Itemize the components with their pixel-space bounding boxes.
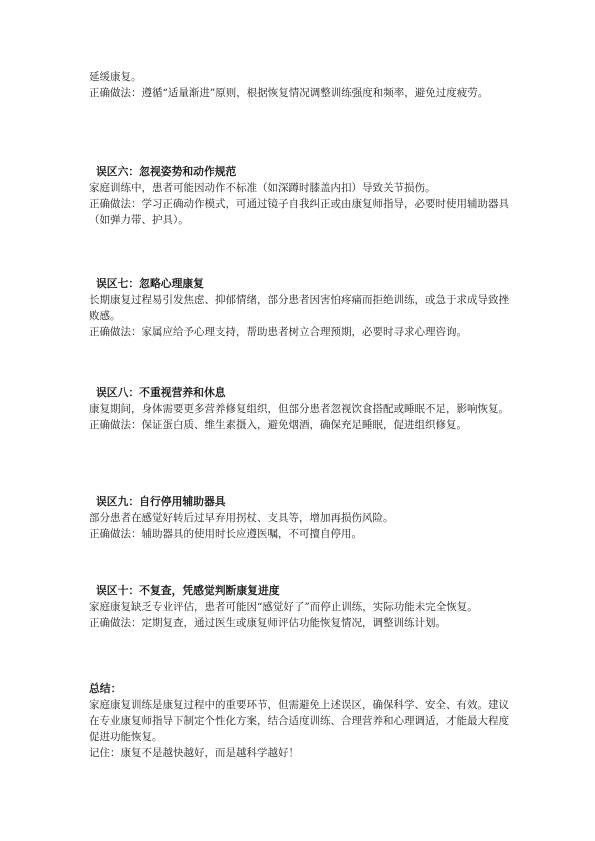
section-paragraph: 家庭训练中，患者可能因动作不标准（如深蹲时膝盖内扣）导致关节损伤。 <box>89 182 436 194</box>
section-heading: 误区七：忽略心理康复 <box>96 277 204 290</box>
summary-heading: 总结： <box>89 682 122 695</box>
section-paragraph: 正确做法：家属应给予心理支持，帮助患者树立合理预期，必要时寻求心理咨询。 <box>89 326 467 338</box>
intro-line: 正确做法：遵循“适量渐进”原则，根据恢复情况调整训练强度和频率，避免过度疲劳。 <box>89 87 489 99</box>
section-heading: 误区十：不复查，凭感觉判断康复进度 <box>96 584 280 597</box>
section-7 <box>89 276 509 340</box>
section-heading: 误区六：忽视姿势和动作规范 <box>96 165 237 178</box>
section-paragraph: 正确做法：学习正确动作模式，可通过镜子自我纠正或由康复师指导，必要时使用辅助器具（如弹力带、护具）。 <box>89 198 509 226</box>
section-8 <box>89 385 509 433</box>
summary-paragraph: 家庭康复训练是康复过程中的重要环节，但需避免上述误区，确保科学、安全、有效。建议在专业康复师指导下制定个性化方案，结合适度训练、合理营养和心理调适，才能最大程度促进功能恢复。 <box>89 699 509 743</box>
section-10 <box>89 583 509 631</box>
section-9 <box>89 494 509 542</box>
section-heading: 误区九：自行停用辅助器具 <box>96 495 226 508</box>
section-paragraph: 康复期间，身体需要更多营养修复组织，但部分患者忽视饮食搭配或睡眠不足，影响恢复。 <box>89 403 509 415</box>
section-heading: 误区八：不重视营养和休息 <box>96 386 226 399</box>
section-6 <box>89 164 509 228</box>
section-paragraph: 正确做法：保证蛋白质、维生素摄入，避免烟酒，确保充足睡眠，促进组织修复。 <box>89 419 467 431</box>
summary-block <box>89 681 509 761</box>
section-paragraph: 家庭康复缺乏专业评估，患者可能因“感觉好了”而停止训练，实际功能未完全恢复。 <box>89 601 478 613</box>
section-paragraph: 长期康复过程易引发焦虑、抑郁情绪，部分患者因害怕疼痛而拒绝训练，或急于求成导致挫败感。 <box>89 294 509 322</box>
intro-block <box>89 69 509 101</box>
summary-paragraph: 记住：康复不是越快越好，而是越科学越好！ <box>89 747 299 759</box>
section-paragraph: 部分患者在感觉好转后过早弃用拐杖、支具等，增加再损伤风险。 <box>89 512 394 524</box>
section-paragraph: 正确做法：辅助器具的使用时长应遵医嘱，不可擅自停用。 <box>89 528 362 540</box>
section-paragraph: 正确做法：定期复查，通过医生或康复师评估功能恢复情况，调整训练计划。 <box>89 617 446 629</box>
intro-line: 延缓康复。 <box>89 71 142 83</box>
